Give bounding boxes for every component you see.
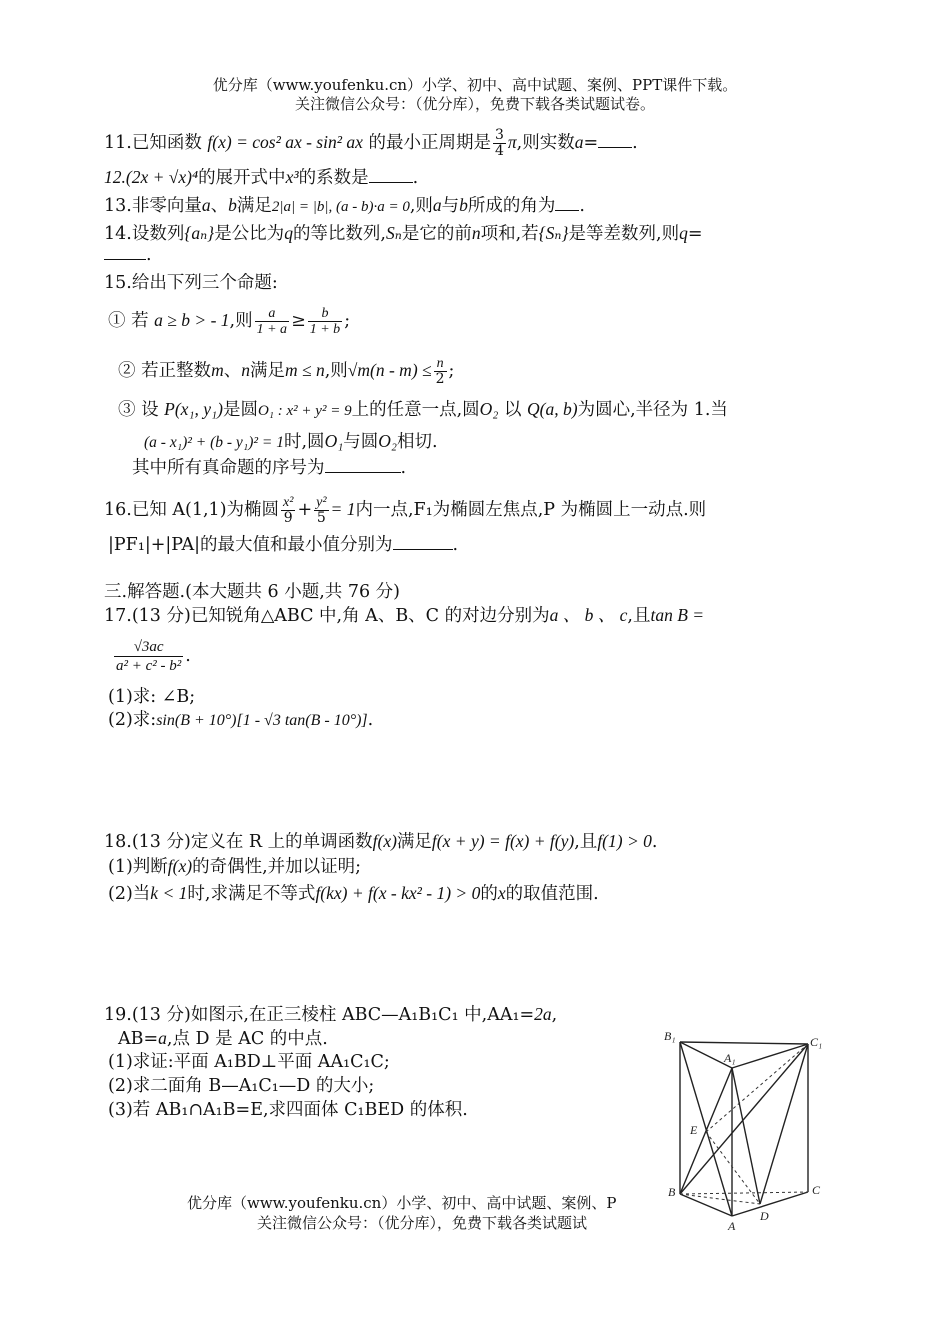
q14-sn-seq: {Sₙ}: [538, 223, 569, 243]
answer-blank: [393, 535, 453, 550]
q18-condition: f(x + y) = f(x) + f(y): [431, 831, 575, 851]
q18-condition-2: f(1) > 0: [597, 831, 652, 851]
q18-text-2: 满足: [396, 832, 432, 852]
question-13: [104, 194, 585, 218]
q15-ask: [132, 457, 406, 479]
answer-blank: [325, 458, 401, 473]
q19-l2-var: a: [158, 1028, 167, 1048]
p3-text-7: 与圆: [343, 432, 379, 452]
p2-end: ;: [448, 361, 455, 381]
q19-l2-text: AB=: [118, 1029, 159, 1049]
q15-proposition-2: [118, 356, 454, 387]
p2-n: n: [241, 360, 250, 380]
p3-point-q: Q(a, b): [527, 399, 578, 419]
q14-sn: Sₙ: [386, 223, 402, 243]
q16-text-3: |PF₁|+|PA|的最大值和最小值分别为: [108, 535, 393, 555]
q12-text: 的展开式中: [198, 168, 286, 188]
q19-l2-text-2: ,点 D 是 AC 的中点.: [166, 1029, 328, 1049]
q13-text: 13.非零向量: [104, 196, 202, 216]
q13-text-4: 与: [441, 196, 460, 216]
q16-plus: +: [297, 500, 313, 520]
q18-p2-inequality: f(kx) + f(x - kx² - 1) > 0: [315, 883, 481, 903]
q14-text-2: 是公比为: [214, 224, 285, 244]
question-14: [104, 222, 703, 245]
q12-var: x³: [285, 167, 299, 187]
q18-text: 18.(13 分)定义在 R 上的单调函数: [104, 832, 373, 852]
p2-condition: m ≤ n: [284, 360, 325, 380]
p3-text-4: 以: [503, 400, 522, 420]
q11-period-fraction: [493, 128, 506, 159]
p1-fraction-1: [255, 306, 289, 337]
q18-p2-text-3: 的: [480, 884, 498, 904]
p3-condition: (a - x₁)² + (b - y₁)² = 1: [144, 434, 284, 451]
q17-vars: a 、 b 、 c: [549, 605, 628, 625]
q13-end: .: [579, 196, 585, 216]
label-e: E: [690, 1123, 698, 1137]
question-18: [104, 830, 657, 853]
question-16-line-2: [108, 534, 458, 556]
label-c1: C₁: [810, 1035, 823, 1049]
p1-ge: ≥: [291, 311, 306, 331]
question-11: [104, 128, 638, 159]
q17-p2-expression: sin(B + 10°)[1 - √3 tan(B - 10°)]: [156, 712, 368, 729]
q18-p2-text-4: 的取值范围.: [505, 884, 599, 904]
question-15-title: 15.给出下列三个命题:: [104, 273, 278, 293]
q14-text-5: 项和,若: [480, 224, 539, 244]
q15-proposition-1: [108, 306, 350, 337]
q14-n: n: [471, 223, 481, 243]
q13-text-5: 所成的角为: [467, 196, 556, 216]
q16-eq: = 1: [330, 499, 356, 519]
watermark-header-line-2: 关注微信公众号：（优分库），免费下载各类试题试卷。: [294, 95, 655, 113]
p3-text-3: 上的任意一点,圆: [351, 400, 480, 420]
q16-fy-num: y²: [316, 495, 327, 510]
q17-text-2: ,且: [627, 606, 651, 626]
q11-frac-den: 4: [494, 143, 504, 159]
q14-q: q: [284, 223, 293, 243]
p3-text-2: 是圆: [222, 400, 258, 420]
q13-vec-a: a: [201, 195, 211, 215]
p3-o2-2: O₂: [378, 431, 398, 451]
q13-vec-b-2: b: [459, 195, 468, 215]
q17-part-2: [108, 709, 373, 732]
q16-frac-x: [281, 495, 295, 526]
q18-p2-x: x: [497, 883, 506, 903]
question-16: [104, 495, 706, 526]
q16-text-2: 内一点,F₁为椭圆左焦点,P 为椭圆上一动点.则: [355, 500, 707, 520]
triangular-prism-figure: [660, 1024, 830, 1234]
q18-p1-fx: f(x): [167, 856, 193, 876]
q14-text-4: 是它的前: [401, 224, 472, 244]
q15-proposition-3: [118, 398, 728, 422]
q11-var: a: [574, 132, 584, 152]
q17-frac-num: √3ac: [114, 638, 183, 657]
watermark-footer-line-1: 优分库（www.youfenku.cn）小学、初中、高中试题、案例、P: [187, 1194, 617, 1212]
q18-fx: f(x): [372, 831, 397, 851]
p3-text-8: 相切.: [397, 432, 438, 452]
q16-fx-den: 9: [283, 510, 293, 526]
q18-p1-text-2: 的奇偶性,并加以证明;: [192, 857, 362, 877]
section-3-heading: 三.解答题.(本大题共 6 小题,共 76 分): [104, 582, 400, 602]
p3-text-5: 为圆心,半径为 1.当: [577, 400, 728, 420]
q16-text: 16.已知 A(1,1)为椭圆: [104, 500, 280, 520]
q19-part-3: (3)若 AB₁∩A₁B=E,求四面体 C₁BED 的体积.: [108, 1100, 468, 1120]
q11-text: 11.已知函数: [104, 133, 202, 153]
q17-fraction: [114, 638, 183, 675]
question-12: [104, 166, 418, 189]
q15-end: .: [400, 458, 407, 478]
q14-text-3: 的等比数列,: [292, 224, 386, 244]
p3-o2: O₂: [479, 399, 499, 419]
q12-binomial: 12.(2x + √x)⁴: [104, 167, 199, 187]
q13-vec-b: b: [228, 195, 237, 215]
answer-blank: [369, 168, 413, 183]
q14-eq: =: [687, 224, 703, 244]
q19-part-2: (2)求二面角 B—A₁C₁—D 的大小;: [108, 1076, 375, 1096]
p3-circle-o1: O₁ : x² + y² = 9: [257, 403, 352, 419]
q13-vec-a-2: a: [432, 195, 442, 215]
q11-function: f(x) = cos² ax - sin² ax: [207, 132, 363, 152]
p1-f2-num: b: [308, 306, 342, 322]
q11-frac-num: 3: [494, 127, 504, 143]
q18-part-1: [108, 855, 361, 878]
p2-sep: 、: [223, 361, 242, 381]
p1-f1-num: a: [255, 306, 289, 322]
q14-end: .: [146, 245, 152, 265]
q11-end: .: [632, 133, 638, 153]
q12-text-2: 的系数是: [298, 168, 369, 188]
q13-sep: 、: [210, 196, 229, 216]
q17-part-1: (1)求: ∠B;: [108, 687, 196, 707]
q15-proposition-3-line-2: [144, 430, 438, 454]
q14-seq: {aₙ}: [184, 223, 215, 243]
p2-text: ② 若正整数: [118, 361, 212, 381]
label-b: B: [668, 1185, 676, 1199]
p1-condition: a ≥ b > - 1: [154, 310, 230, 330]
p2-f-den: 2: [435, 371, 445, 387]
q19-aa-value: 2a: [534, 1004, 552, 1024]
label-c: C: [812, 1183, 821, 1197]
q14-text-6: 是等差数列,则: [568, 224, 680, 244]
q19-line-2: [118, 1027, 328, 1050]
q11-pi: π: [507, 132, 517, 152]
label-a1: A₁: [724, 1051, 736, 1065]
q17-end: .: [185, 646, 191, 666]
label-b1: B₁: [664, 1029, 676, 1043]
q19-comma: ,: [551, 1005, 558, 1025]
p3-o1: O₁: [324, 431, 344, 451]
question-14-line-2: [104, 244, 152, 266]
q16-end: .: [452, 535, 459, 555]
label-d: D: [760, 1209, 769, 1223]
q11-eq: =: [583, 133, 599, 153]
p1-fraction-2: [308, 306, 342, 337]
q19-text: 19.(13 分)如图示,在正三棱柱 ABC—A₁B₁C₁ 中,AA₁=: [104, 1005, 535, 1025]
label-a: A: [728, 1219, 736, 1233]
p2-text-3: ,则: [324, 361, 348, 381]
q16-frac-y: [314, 495, 328, 526]
p2-fraction: [434, 356, 447, 387]
question-17: [104, 604, 704, 627]
q14-text: 14.设数列: [104, 224, 185, 244]
question-19: [104, 1003, 557, 1026]
p1-end: ;: [344, 311, 351, 331]
q18-end: .: [651, 832, 658, 852]
q18-text-3: ,且: [574, 832, 598, 852]
q16-fx-num: x²: [283, 495, 294, 510]
q18-p1-text: (1)判断: [108, 857, 168, 877]
p1-f1-den: 1 + a: [256, 322, 288, 337]
p1-f2-den: 1 + b: [309, 322, 341, 337]
p2-m: m: [211, 360, 224, 380]
q15-ask-text: 其中所有真命题的序号为: [132, 458, 325, 478]
q18-p2-condition: k < 1: [150, 883, 188, 903]
q16-fy-den: 5: [316, 510, 326, 526]
q19-part-1: (1)求证:平面 A₁BD⊥平面 AA₁C₁C;: [108, 1052, 390, 1072]
q12-end: .: [412, 168, 419, 188]
q18-p2-text-2: 时,求满足不等式: [187, 884, 316, 904]
q17-p2-end: .: [367, 710, 374, 730]
p1-text: ① 若: [108, 311, 149, 331]
q17-fraction-line: [112, 638, 191, 675]
answer-blank: [104, 245, 146, 260]
q11-text-3: ,则实数: [516, 133, 575, 153]
answer-blank: [598, 133, 632, 148]
q17-p2-text: (2)求:: [108, 710, 157, 730]
watermark-header-line-1: 优分库（www.youfenku.cn）小学、初中、高中试题、案例、PPT课件下载。: [212, 76, 738, 94]
watermark-footer-line-2: 关注微信公众号：（优分库），免费下载各类试题试: [257, 1214, 588, 1232]
p2-f-num: n: [434, 356, 447, 372]
p2-text-2: 满足: [249, 361, 285, 381]
q17-text: 17.(13 分)已知锐角△ABC 中,角 A、B、C 的对边分别为: [104, 606, 550, 626]
q14-q-2: q: [679, 223, 688, 243]
q18-part-2: [108, 882, 599, 905]
q13-text-3: ,则: [409, 196, 433, 216]
answer-blank: [555, 196, 579, 211]
p3-text-6: 时,圆: [283, 432, 325, 452]
q18-p2-text: (2)当: [108, 884, 151, 904]
q13-text-2: 满足: [236, 196, 272, 216]
p3-point-p: P(x₁, y₁): [164, 399, 223, 419]
p2-expression: √m(n - m) ≤: [347, 360, 432, 380]
q17-frac-den: a² + c² - b²: [116, 658, 182, 674]
q11-text-2: 的最小正周期是: [368, 133, 491, 153]
p1-text-2: ,则: [229, 311, 253, 331]
p3-text: ③ 设: [118, 400, 159, 420]
q13-condition: 2|a| = |b|, (a - b)·a = 0: [271, 199, 410, 215]
q17-tan: tan B =: [650, 605, 705, 625]
